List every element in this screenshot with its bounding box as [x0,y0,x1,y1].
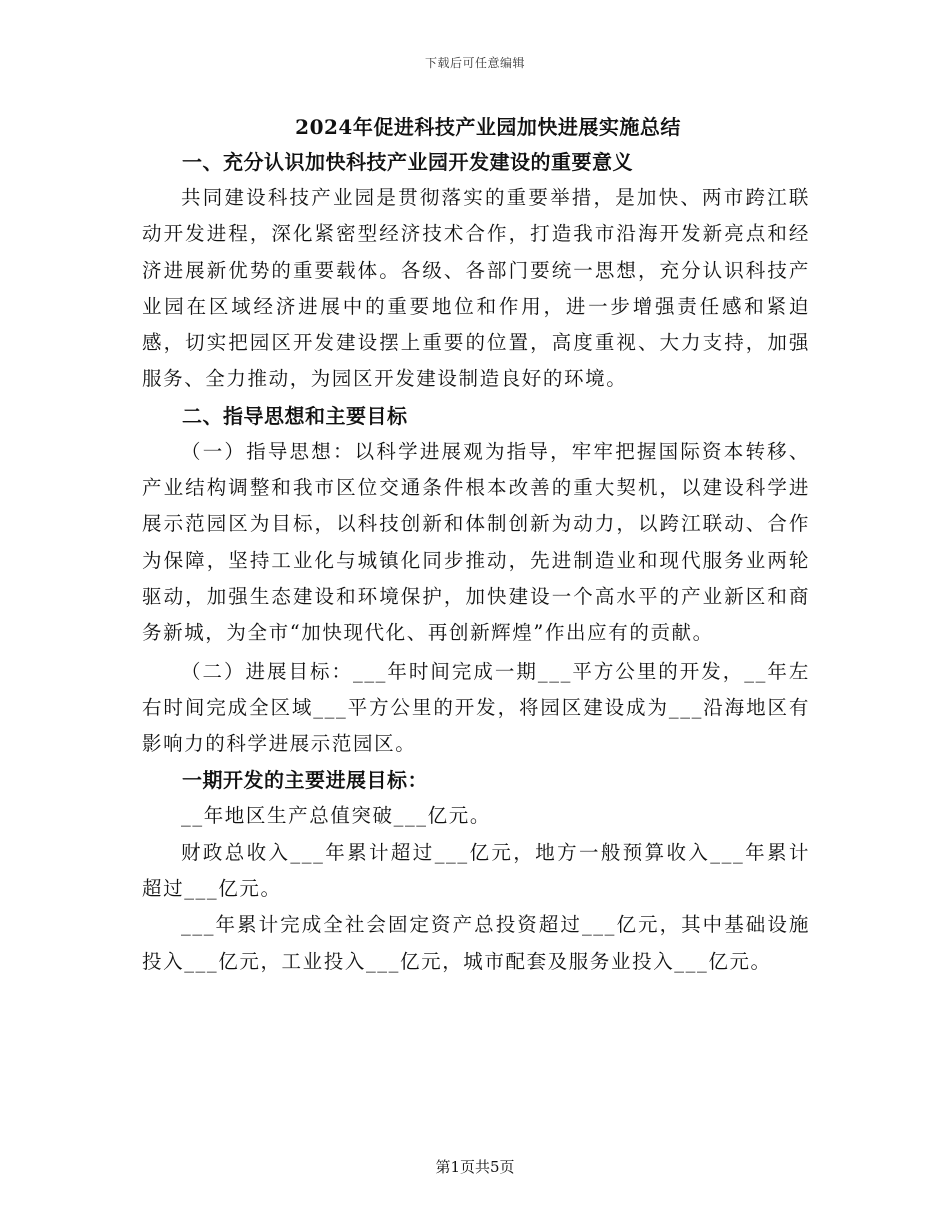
section2-paragraph-goals: （二）进展目标：___年时间完成一期___平方公里的开发，__年左右时间完成全区域___平方公里的开发，将园区建设成为___沿海地区有影响力的科学进展示范园区。 [142,659,810,756]
document-body [142,110,810,980]
page-number: 第1页共5页 [435,1158,515,1176]
goal-item-gdp: __年地区生产总值突破___亿元。 [181,804,491,828]
section1-paragraph: 共同建设科技产业园是贯彻落实的重要举措，是加快、两市跨江联动开发进程，深化紧密型经济技术合作，打造我市沿海开发新亮点和经济进展新优势的重要载体。各级、各部门要统一思想，充分认识科技产业园在区域经济进展中的重要地位和作用，进一步增强责任感和紧迫感，切实把园区开发建设摆上重要的位置，高度重视、大力支持，加强服务、全力推动，为园区开发建设制造良好的环境。 [142,186,810,391]
goal-item-revenue: 财政总收入___年累计超过___亿元，地方一般预算收入___年累计超过___亿元。 [142,840,810,901]
header-note: 下载后可任意编辑 [424,56,525,70]
document-title: 2024年促进科技产业园加快进展实施总结 [295,115,681,139]
section1-heading: 一、充分认识加快科技产业园开发建设的重要意义 [182,150,633,174]
goal-item-investment: ___年累计完成全社会固定资产总投资超过___亿元，其中基础设施投入___亿元，工业投入___亿元，城市配套及服务业投入___亿元。 [142,913,810,973]
section2-heading: 二、指导思想和主要目标 [182,403,408,428]
section3-heading: 一期开发的主要进展目标： [182,768,428,793]
section2-paragraph-guiding: （一）指导思想：以科学进展观为指导，牢牢把握国际资本转移、产业结构调整和我市区位交通条件根本改善的重大契机，以建设科学进展示范园区为目标，以科技创新和体制创新为动力，以跨江联动、合作为保障，坚持工业化与城镇化同步推动，先进制造业和现代服务业两轮驱动，加强生态建设和环境保护，加快建设一个高水平的产业新区和商务新城，为全市“加快现代化、再创新辉煌”作出应有的贡献。 [142,439,810,645]
